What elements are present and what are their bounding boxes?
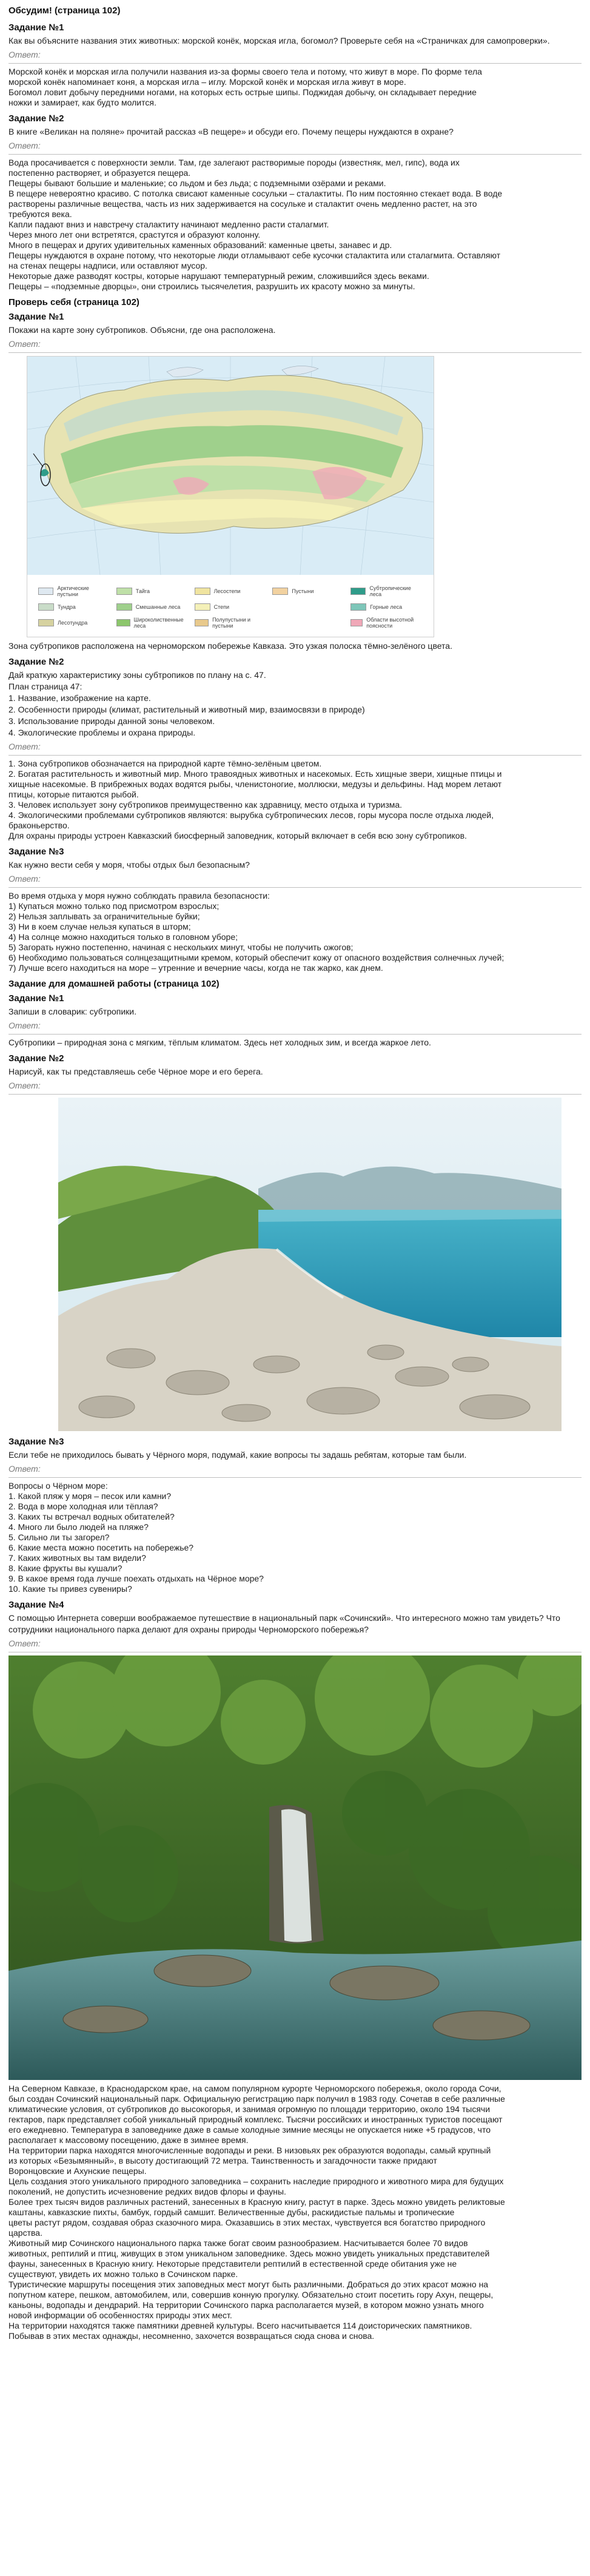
legend-label: Тундра — [58, 604, 76, 610]
task-4-answer — [8, 759, 582, 841]
answer-line: 9. В какое время года лучше поехать отдыхать на Чёрное море? — [8, 1574, 264, 1583]
task-8-title: Задание №3 — [8, 1437, 64, 1447]
answer-line: 2) Нельзя заплывать за ограничительные буйки; — [8, 911, 200, 921]
answer-line: 1. Какой пляж у моря – песок или камни? — [8, 1491, 172, 1501]
legend-item — [350, 603, 423, 611]
answer-line: требуются века. — [8, 209, 72, 219]
task-5-question: Как нужно вести себя у моря, чтобы отдых был безопасным? — [8, 860, 250, 870]
answer-line: каштаны, кавказские пихты, бамбук, гордый самшит. Величественные дубы, раскидистые пальмы и тропические — [8, 2207, 455, 2217]
question-line: 4. Экологические проблемы и охрана природы. — [8, 728, 196, 737]
task-9-title: Задание №4 — [8, 1600, 64, 1610]
answer-line: 1. Зона субтропиков обозначается на природной карте тёмно-зелёным цветом. — [8, 759, 322, 768]
answer-line: существуют, увидеть их можно только в Сочинском парке. — [8, 2269, 238, 2279]
answer-line: гектаров, парк представляет собой уникальный природный комплекс. Тысячи российских и иностранных туристов посещают — [8, 2115, 503, 2124]
answer-line: его ежедневно. Температура в заповеднике даже в самые холодные зимние месяцы не опускается ниже +5 градусов, что — [8, 2125, 491, 2135]
answer-line: царства. — [8, 2228, 42, 2238]
answer-line: 6. Какие места можно посетить на побережье? — [8, 1543, 194, 1552]
answer-line: Пещеры нуждаются в охране потому, что некоторые люди отламывают себе кусочки сталактита или сталагмита. Оставляют — [8, 250, 501, 260]
legend-item — [272, 585, 344, 597]
divider — [8, 1477, 582, 1478]
answer-line: новой информации об особенностях природы этих мест. — [8, 2310, 232, 2320]
waterfall-photo-illustration — [8, 1655, 582, 2080]
task-4-answer-label: Ответ: — [8, 742, 41, 751]
task-9-question: С помощью Интернета соверши воображаемое путешествие в национальный парк «Сочинский». Что интересного можно там увидеть? Что сотрудники национального парка делают для охраны природы Черноморского побережья? — [8, 1613, 560, 1634]
question-line: 2. Особенности природы (климат, растительный и животный мир, взаимосвязи в природе) — [8, 705, 365, 714]
question-line: Дай краткую характеристику зоны субтропиков по плану на с. 47. — [8, 670, 266, 680]
sea-coast-illustration — [58, 1098, 562, 1431]
answer-line: растворены различные вещества, часть из них задерживается на сосульке и сталактит очень медленно растет, на это — [8, 199, 477, 209]
task-6-question: Запиши в словарик: субтропики. — [8, 1007, 136, 1016]
answer-line: хищные насекомые. В прибрежных водах водятся рыбы, членистоногие, моллюски, медузы и дельфины. Над морем летают — [8, 779, 502, 789]
answer-line: морской конёк напоминает коня, а морская игла – иглу. Морской конёк и морская игла живут в море. — [8, 77, 406, 87]
answer-line: Более трех тысяч видов различных растений, занесенных в Красную книгу, растут в парке. Здесь можно увидеть реликтовые — [8, 2197, 505, 2207]
legend-label: Смешанные леса — [135, 604, 181, 610]
answer-line: попутном катере, пешком, автомобилем, или, совершив конную прогулку. Обязательно стоит посетить гору Ахун, пещеры, — [8, 2290, 494, 2299]
answer-line: располагает к массовому посещению, даже в зимнее время. — [8, 2135, 249, 2145]
answer-line: Воронцовские и Ахунские пещеры. — [8, 2166, 147, 2176]
task-8-question: Если тебе не приходилось бывать у Чёрного моря, подумай, какие вопросы ты задашь ребятам, которые там были. — [8, 1450, 467, 1460]
task-3-answer-caption: Зона субтропиков расположена на черноморском побережье Кавказа. Это узкая полоска тёмно-зелёного цвета. — [8, 641, 452, 651]
answer-line: был создан Сочинский национальный парк. Официальную регистрацию парк получил в 1983 году. Сочетав в себе различные — [8, 2094, 505, 2104]
answer-line: 7. Каких животных вы там видели? — [8, 1553, 146, 1563]
answer-line: Вопросы о Чёрном море: — [8, 1481, 108, 1491]
answer-line: На Северном Кавказе, в Краснодарском крае, на самом популярном курорте Черноморского побережья, около города Сочи, — [8, 2084, 501, 2093]
answer-line: 5) Загорать нужно постепенно, начиная с нескольких минут, чтобы не получить ожогов; — [8, 942, 354, 952]
divider — [8, 755, 582, 756]
answer-line: 4) На солнце можно находиться только в головном уборе; — [8, 932, 238, 942]
question-line: 3. Использование природы данной зоны человеком. — [8, 716, 215, 726]
legend-label: Горные леса — [370, 604, 403, 610]
answer-line: постепенно растворяет, и образуется пещера. — [8, 168, 191, 178]
answer-line: Через много лет они встретятся, срастутся и образуют колонну. — [8, 230, 261, 240]
task-9-answer-label: Ответ: — [8, 1639, 41, 1648]
legend-swatch — [38, 588, 53, 595]
answer-line: Животный мир Сочинского национального парка также богат своим разнообразием. Насчитывается более 70 видов — [8, 2238, 468, 2248]
answer-line: поколений, не допустить исчезновение редких видов флоры и фауны. — [8, 2187, 286, 2196]
divider — [8, 887, 582, 888]
section-title-discuss: Обсудим! (страница 102) — [8, 5, 121, 16]
legend-label: Полупустыни и пустыни — [212, 617, 250, 629]
answer-line: птицы, которые питаются рыбой. — [8, 790, 139, 799]
legend-swatch — [350, 619, 363, 626]
russia-map-illustration — [27, 357, 434, 575]
legend-swatch — [116, 619, 130, 626]
map-legend — [27, 578, 434, 636]
answer-line: 3. Каких ты встречал водных обитателей? — [8, 1512, 175, 1521]
task-6-title: Задание №1 — [8, 993, 64, 1004]
answer-line: На территории находятся также памятники древней культуры. Всего насчитывается 114 доисторических памятников. — [8, 2321, 472, 2330]
legend-swatch — [116, 603, 132, 611]
answer-line: 10. Какие ты привез сувениры? — [8, 1584, 132, 1594]
answer-line: 3) Ни в коем случае нельзя купаться в шторм; — [8, 922, 191, 931]
answer-line: каньоны, водопады и дендрарий. На территории Сочинского парка располагается музей, в котором можно узнать много — [8, 2300, 484, 2310]
legend-label: Арктические пустыни — [57, 585, 89, 597]
legend-label: Лесостепи — [213, 588, 241, 594]
legend-label: Области высотной поясности — [366, 617, 414, 629]
legend-swatch — [350, 588, 366, 595]
section-title-check: Проверь себя (страница 102) — [8, 297, 139, 307]
divider — [8, 154, 582, 155]
answer-line: Капли падают вниз и навстречу сталактиту начинают медленно расти сталагмит. — [8, 220, 329, 229]
task-3-answer-label: Ответ: — [8, 339, 41, 349]
divider — [8, 1094, 582, 1095]
answer-line: Много в пещерах и других удивительных каменных образований: каменные цветы, занавес и др. — [8, 240, 392, 250]
answer-line: Туристические маршруты посещения этих заповедных мест могут быть различными. Добраться до этих красот можно на — [8, 2279, 489, 2289]
divider — [8, 63, 582, 64]
task-2-answer — [8, 158, 582, 292]
answer-line: 4. Много ли было людей на пляже? — [8, 1522, 149, 1532]
task-8-answer-label: Ответ: — [8, 1464, 41, 1474]
answer-line: В пещере невероятно красиво. С потолка свисают каменные сосульки – сталактиты. По ним постоянно стекает вода. В воде — [8, 189, 503, 198]
legend-item — [350, 585, 423, 597]
legend-item — [195, 603, 267, 611]
task-1-question: Как вы объясните названия этих животных: морской конёк, морская игла, богомол? Проверьте себя на «Страничках для самопроверки». — [8, 36, 550, 45]
legend-swatch — [195, 588, 210, 595]
legend-swatch — [38, 603, 54, 611]
task-1-answer-label: Ответ: — [8, 50, 41, 59]
answer-line: 2. Вода в море холодная или тёплая? — [8, 1501, 158, 1511]
task-4-title: Задание №2 — [8, 657, 64, 667]
task-4-question — [8, 669, 582, 739]
legend-label: Субтропические леса — [369, 585, 411, 597]
answer-line: ножки и замирает, как будто молится. — [8, 98, 156, 107]
answer-line: Побывав в этих местах однажды, несомненно, захочется возвращаться сюда снова и снова. — [8, 2331, 375, 2341]
legend-item — [350, 617, 423, 629]
answer-line: Пещеры бывают большие и маленькие; со льдом и без льда; с подземными озёрами и реками. — [8, 178, 386, 188]
answer-line: Субтропики – природная зона с мягким, тёплым климатом. Здесь нет холодных зим, и всегда жаркое лето. — [8, 1038, 431, 1047]
answer-line: Цель создания этого уникального природного заповедника – сохранить наследие природного и животного мира для будущих — [8, 2176, 504, 2186]
legend-item — [38, 585, 110, 597]
answer-line: 4. Экологическими проблемами субтропиков являются: вырубка субтропических лесов, горы мусора после отдыха людей, — [8, 810, 494, 820]
task-8-answer — [8, 1481, 582, 1594]
legend-swatch — [350, 603, 366, 611]
answer-line: 5. Сильно ли ты загорел? — [8, 1532, 110, 1542]
answer-line: на стенах пещеры надписи, или оставляют мусор. — [8, 261, 207, 270]
legend-item — [116, 617, 189, 629]
question-line: План страница 47: — [8, 682, 82, 691]
legend-swatch — [195, 619, 209, 626]
answer-line: 2. Богатая растительность и животный мир. Много травоядных животных и насекомых. Есть хищные звери, хищные птицы и — [8, 769, 502, 779]
task-3-question: Покажи на карте зону субтропиков. Объясни, где она расположена. — [8, 325, 276, 335]
divider — [8, 1034, 582, 1035]
legend-swatch — [116, 588, 132, 595]
legend-item — [116, 585, 189, 597]
answer-line: Для охраны природы устроен Кавказский биосферный заповедник, который включает в себя всю зону субтропиков. — [8, 831, 467, 840]
task-3-title: Задание №1 — [8, 312, 64, 322]
task-7-question: Нарисуй, как ты представляешь себе Чёрное море и его берега. — [8, 1067, 263, 1076]
task-5-answer-label: Ответ: — [8, 874, 41, 884]
task-5-title: Задание №3 — [8, 847, 64, 857]
task-7-answer-label: Ответ: — [8, 1081, 41, 1090]
answer-line: фауны, занесенных в Красную книгу. Некоторые представители рептилий в естественной среде обитания уже не — [8, 2259, 457, 2269]
answer-line: 7) Лучше всего находиться на море – утренние и вечерние часы, когда не так жарко, как днем. — [8, 963, 383, 973]
legend-swatch — [195, 603, 210, 611]
answer-line: 1) Купаться можно только под присмотром взрослых; — [8, 901, 220, 911]
legend-swatch — [272, 588, 288, 595]
task-2-answer-label: Ответ: — [8, 141, 41, 150]
answer-line: животных, рептилий и птиц, живущих в этом уникальном заповеднике. Здесь можно увидеть уникальных представителей — [8, 2249, 490, 2258]
answer-line: Некоторые даже разводят костры, которые нарушают температурный режим, сложившийся здесь веками. — [8, 271, 429, 281]
legend-label: Широколиственные леса — [133, 617, 184, 629]
task-6-answer-label: Ответ: — [8, 1021, 41, 1030]
legend-item — [195, 585, 267, 597]
legend-label: Лесотундра — [58, 620, 88, 626]
answer-line: Во время отдыха у моря нужно соблюдать правила безопасности: — [8, 891, 270, 901]
legend-item — [38, 617, 110, 629]
answer-line: Морской конёк и морская игла получили названия из-за формы своего тела и потому, что живут в море. По форме тела — [8, 67, 482, 76]
task-1-answer — [8, 67, 582, 108]
black-sea-coast-drawing — [58, 1098, 562, 1431]
legend-label: Пустыни — [292, 588, 314, 594]
legend-label: Степи — [213, 604, 230, 610]
natural-zones-map — [27, 356, 434, 637]
answer-line: Вода просачивается с поверхности земли. Там, где залегают растворимые породы (известняк, мел, гипс), вода их — [8, 158, 460, 167]
answer-line: цветы растут рядом, создавая образ сказочного мира. Оказавшись в этих местах, чувствуется вся богатство природного — [8, 2218, 486, 2227]
divider — [8, 352, 582, 353]
answer-line: Пещеры – «подземные дворцы», они строились тысячелетия, разрушить их красоту можно за минуты. — [8, 281, 415, 291]
sochi-park-waterfall-photo — [8, 1655, 582, 2080]
task-7-title: Задание №2 — [8, 1053, 64, 1064]
legend-item — [116, 603, 189, 611]
legend-label: Тайга — [135, 588, 150, 594]
answer-line: На территории парка находятся многочисленные водопады и реки. В низовьях рек образуются водопады, самый крупный — [8, 2145, 491, 2155]
answer-line: 6) Необходимо пользоваться солнцезащитными кремом, который обеспечит кожу от опасного воздействия солнечных лучей; — [8, 953, 505, 962]
task-1-title: Задание №1 — [8, 22, 64, 33]
section-title-homework: Задание для домашней работы (страница 102) — [8, 979, 220, 989]
answer-line: из которых «Безымянный», в высоту достигающий 72 метра. Таинственность и загадочности также придают — [8, 2156, 437, 2165]
task-6-answer — [8, 1038, 582, 1048]
task-2-title: Задание №2 — [8, 113, 64, 124]
answer-line: 3. Человек использует зону субтропиков преимущественно как здравницу, место отдыха и туризма. — [8, 800, 403, 810]
task-9-answer — [8, 2084, 582, 2341]
legend-item — [195, 617, 267, 629]
answer-line: браконьерство. — [8, 820, 70, 830]
answer-line: климатические условия, от субтропиков до высокогорья, и занимая огромную по площади территорию, около 194 тысячи — [8, 2104, 491, 2114]
answer-line: Богомол ловит добычу передними ногами, на которых есть острые шипы. Поджидая добычу, он складывает передние — [8, 87, 477, 97]
answer-line: 8. Какие фрукты вы кушали? — [8, 1563, 122, 1573]
question-line: 1. Название, изображение на карте. — [8, 693, 151, 703]
legend-item — [38, 603, 110, 611]
legend-swatch — [38, 619, 54, 626]
task-2-question: В книге «Великан на поляне» прочитай рассказ «В пещере» и обсуди его. Почему пещеры нуждаются в охране? — [8, 127, 454, 136]
task-5-answer — [8, 891, 582, 973]
